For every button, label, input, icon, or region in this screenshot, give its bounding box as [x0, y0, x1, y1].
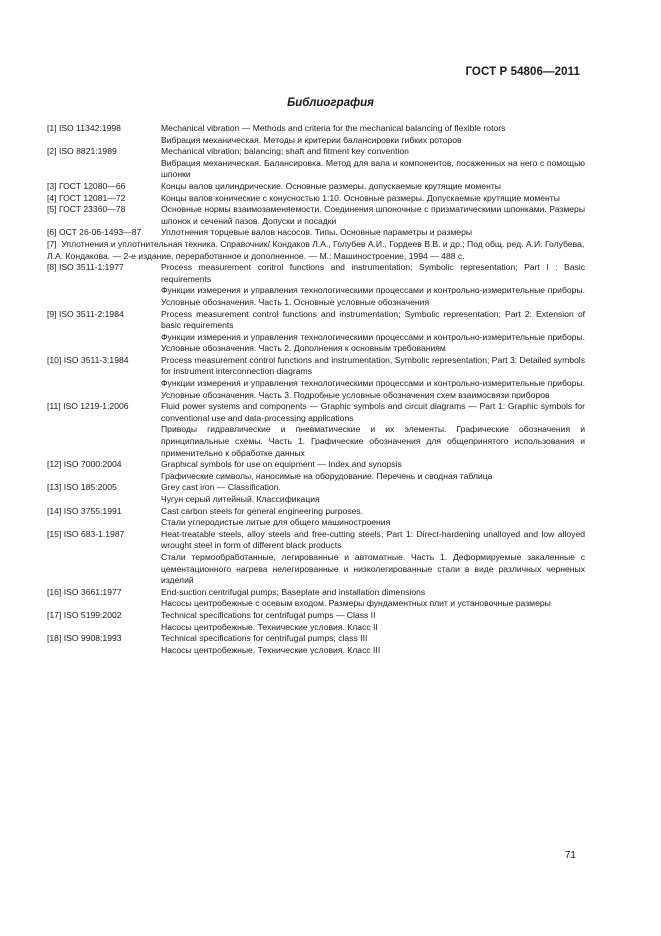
page-number: 71: [564, 850, 576, 861]
bibliography-entry: [47, 633, 585, 656]
entry-title-line: Чугун серый литейный. Классификация: [161, 494, 320, 504]
document-id: ГОСТ Р 54806—2011: [465, 66, 580, 78]
entry-description: [161, 587, 585, 610]
entry-reference: [3] ГОСТ 12080—66: [47, 180, 126, 191]
entry-title-line: Mechanical vibration — Methods and criteria for the mechanical balancing of flexible rotors: [161, 123, 506, 133]
bibliography-entry: [47, 193, 585, 205]
entry-reference: [13] ISO 185:2005: [47, 482, 117, 493]
bibliography-entry: [47, 610, 585, 633]
entry-description: [161, 204, 585, 227]
entry-title-line: Process measurement control functions and instrumentation; Symbolic representation; Part 2: Extension of basic requirements: [161, 308, 585, 331]
bibliography-entry: [47, 529, 585, 587]
entry-reference: [12] ISO 7000:2004: [47, 459, 122, 470]
bibliography-entry: [47, 482, 585, 505]
entry-title-line: Стали углеродистые литые для общего машиностроения: [161, 517, 391, 528]
entry-reference: [17] ISO 5199:2002: [47, 609, 122, 620]
entry-reference: [4] ГОСТ 12081—72: [47, 192, 126, 203]
entry-reference: [9] ISO 3511-2:1984: [47, 308, 124, 319]
bibliography-entry: [47, 262, 585, 308]
entry-reference: [18] ISO 9908:1993: [47, 633, 122, 644]
bibliography-entry: [47, 506, 585, 529]
entry-description: [161, 227, 585, 239]
entry-reference: [7]: [47, 238, 62, 249]
bibliography-entry: [47, 146, 585, 181]
entry-description: [161, 262, 585, 308]
entry-title-line: Mechanical vibration; balancing; shaft and fitment key convention: [161, 146, 409, 157]
bibliography-entry: [47, 227, 585, 239]
entry-title-line: Уплотнения торцевые валов насосов. Типы. Основные параметры и размеры: [161, 227, 473, 238]
entry-title-line: Основные нормы взаимозаменяемости. Соединения шпоночные с призматическими шпонками. Размеры шпонок и сечений пазов. Допуски и посадки: [161, 204, 585, 226]
entry-title-line: End-suction centrifugal pumps; Baseplate and installation dimensions: [161, 586, 426, 597]
entry-description: [161, 193, 585, 205]
bibliography-title: Библиография: [287, 97, 374, 109]
entry-title-line: Функции измерения и управления технологическими процессами и контрольно-измерительные приборы. Условные обозначения. Часть 2. Дополнения к основным требованиям: [161, 331, 585, 354]
entry-title-line: Приводы гидравлические и пневматические и их элементы. Графические обозначения и принципиальные схемы. Часть 1. Графические обозначения для общепринятого использования и применительно к обработке данных: [161, 424, 585, 458]
bibliography-entry: [47, 587, 585, 610]
bibliography-entry: [47, 181, 585, 193]
bibliography-entry: [47, 309, 585, 355]
entry-description: [161, 123, 585, 146]
entry-title-line: Process measurement control functions and instrumentation, Symbolic representation; Part 3: Detailed symbols for instrument interconnection diagrams: [161, 354, 585, 377]
entry-title-line: Graphical symbols for use on equipment — Index and synopsis: [161, 459, 402, 470]
bibliography-entry: [47, 459, 585, 482]
bibliography-entry: [47, 204, 585, 227]
entry-description: [161, 610, 585, 633]
bibliography-list: [47, 123, 585, 656]
bibliography-entry: [47, 401, 585, 459]
entry-title-line: Насосы центробежные. Технические условия. Класс III: [161, 644, 381, 655]
entry-description: [161, 309, 585, 355]
entry-reference: [16] ISO 3661:1977: [47, 586, 122, 597]
entry-description: [161, 146, 585, 181]
entry-title-line: Grey cast iron — Classification.: [161, 482, 281, 493]
entry-description: [161, 529, 585, 587]
entry-reference: [6] ОСТ 26-06-1493—87: [47, 227, 142, 238]
entry-publication: Уплотнения и уплотнительная техника. Справочник/ Кондаков Л.А., Голубев А.И., Гордеев В.В. и др.; Под общ. ред. А.И. Голубева, Л.А. Кондакова. — 2-е издание, переработанное и дополненное. — М.: Машиностроение, 1994 — 488 с.: [47, 238, 585, 261]
entry-title-line: Process measurement control functions and instrumentation; Symbolic representation; Part I : Basic requirements: [161, 262, 585, 284]
entry-title-line: Функции измерения и управления технологическими процессами и контрольно-измерительные приборы. Условные обозначения. Часть 1. Основные условные обозначения: [161, 285, 585, 307]
bibliography-entry: [47, 123, 585, 146]
entry-reference: [2] ISO 8821:1989: [47, 146, 117, 157]
entry-reference: [15] ISO 683-1.1987: [47, 528, 125, 539]
entry-title-line: Концы валов конические с конусностью 1:10. Основные размеры. Допускаемые крутящие моменты: [161, 192, 560, 203]
bibliography-entry: [47, 355, 585, 401]
entry-description: [161, 506, 585, 529]
entry-reference: [5] ГОСТ 23360—78: [47, 204, 126, 215]
entry-title-line: Technical specifications for centrifugal pumps; class III: [161, 633, 368, 644]
entry-title-line: Насосы центробежные. Технические условия. Класс II: [161, 621, 378, 632]
entry-reference: [1] ISO 11342:1998: [47, 123, 121, 133]
entry-description: [161, 633, 585, 656]
entry-description: [161, 459, 585, 482]
entry-title-line: Вибрация механическая. Методы и критерии балансировки гибких роторов: [161, 134, 462, 145]
entry-title-line: Cast carbon steels for general engineering purposes.: [161, 505, 364, 516]
entry-title-line: Heat-treatable steels, alloy steels and free-cutting steels, Part 1: Direct-hardening unalloyed and low alloyed wrought steel in form of different black products: [161, 528, 585, 551]
entry-description: [161, 355, 585, 401]
entry-reference: [10] ISO 3511-3:1984: [47, 354, 129, 365]
bibliography-entry: [47, 239, 585, 262]
entry-description: [161, 482, 585, 505]
entry-title-line: Функции измерения и управления технологическими процессами и контрольно-измерительные приборы. Условные обозначения. Часть 3. Подробные условные обозначения схем взаимосвязи приборов: [161, 378, 585, 400]
entry-title-line: Вибрация механическая. Балансировка. Метод для вала и компонентов, посаженных на него с помощью шпонки: [161, 157, 585, 180]
entry-title-line: Fluid power systems and components — Graphic symbols and circuit diagrams — Part 1: Graphic symbols for conventional use and data-processing applications: [161, 401, 585, 423]
entry-reference: [14] ISO 3755:1991: [47, 505, 122, 516]
entry-title-line: Графические символы, наносимые на оборудование. Перечень и сводная таблица: [161, 470, 493, 481]
entry-reference: [11] ISO 1219-1:2006: [47, 401, 129, 412]
entry-reference: [8] ISO 3511-1:1977: [47, 262, 124, 273]
entry-title-line: Насосы центробежные с осевым входом. Размеры фундаментных плит и установочные размеры: [161, 598, 551, 609]
entry-description: [161, 181, 585, 193]
entry-title-line: Концы валов цилиндрические. Основные размеры, допускаемые крутящие моменты: [161, 180, 501, 191]
entry-title-line: Стали термообработанные, легированные и автоматные. Часть 1. Деформируемые закаленные с цементационного нагрева нелегированные и низколегированные стали в виде различных черненых изделий: [161, 551, 585, 586]
entry-title-line: Technical specifications for centrifugal pumps — Class II: [161, 609, 376, 620]
entry-description: [161, 401, 585, 459]
